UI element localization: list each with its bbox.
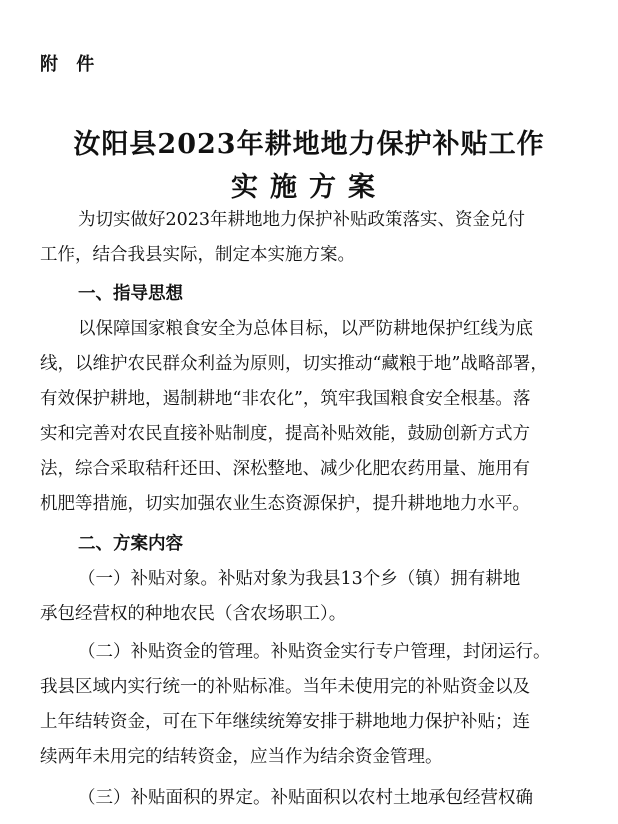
paragraph-line: 法，综合采取秸秆还田、深松整地、减少化肥农药用量、施用有 xyxy=(40,459,530,479)
paragraph-line: 为切实做好2023年耕地地力保护补贴政策落实、资金兑付 xyxy=(78,210,526,230)
paragraph-line: 线，以维护农民群众利益为原则，切实推动“藏粮于地”战略部署， xyxy=(40,354,548,374)
paragraph-line: 以保障国家粮食安全为总体目标，以严防耕地保护红线为底 xyxy=(78,319,533,339)
section-heading-guiding-principle: 一、指导思想 xyxy=(78,284,183,304)
paragraph-line: 有效保护耕地，遏制耕地“非农化”，筑牢我国粮食安全根基。落 xyxy=(40,389,531,409)
paragraph-line: 实和完善对农民直接补贴制度，提高补贴效能，鼓励创新方式方 xyxy=(40,424,530,444)
paragraph-line: 机肥等措施，切实加强农业生态资源保护，提升耕地地力水平。 xyxy=(40,494,530,514)
paragraph-line: 工作，结合我县实际，制定本实施方案。 xyxy=(40,245,355,265)
section-heading-plan-content: 二、方案内容 xyxy=(78,534,183,554)
paragraph-line: 上年结转资金，可在下年继续统筹安排于耕地地力保护补贴；连 xyxy=(40,712,530,732)
paragraph-line: （二）补贴资金的管理。补贴资金实行专户管理，封闭运行。 xyxy=(78,642,551,662)
paragraph-line: （一）补贴对象。补贴对象为我县13个乡（镇）拥有耕地 xyxy=(78,569,521,589)
document-title-line2: 实施方案 xyxy=(231,172,387,203)
paragraph-line: 承包经营权的种地农民（含农场职工）。 xyxy=(40,604,347,624)
document-title: 汝阳县2023年耕地地力保护补贴工作 xyxy=(73,129,545,160)
paragraph-line: 我县区域内实行统一的补贴标准。当年未使用完的补贴资金以及 xyxy=(40,677,530,697)
paragraph-line: （三）补贴面积的界定。补贴面积以农村土地承包经营权确 xyxy=(78,788,533,808)
paragraph-line: 续两年未用完的结转资金，应当作为结余资金管理。 xyxy=(40,747,443,767)
attachment-label: 附 件 xyxy=(40,54,101,75)
